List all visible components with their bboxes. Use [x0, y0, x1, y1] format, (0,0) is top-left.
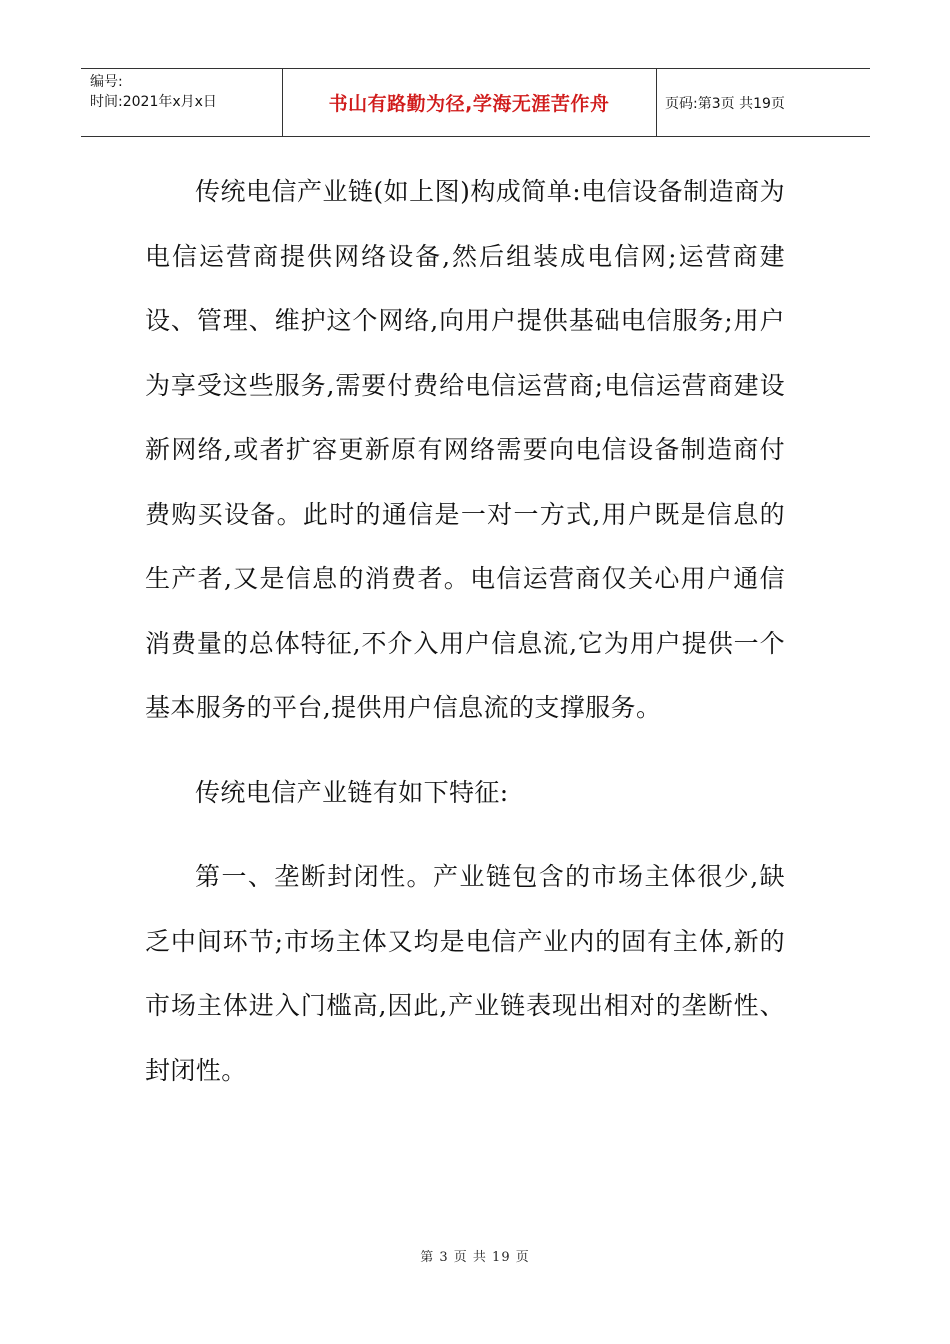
paragraph-feature-monopoly: 第一、垄断封闭性。产业链包含的市场主体很少,缺乏中间环节;市场主体又均是电信产业内的固有主体,新的市场主体进入门槛高,因此,产业链表现出相对的垄断性、封闭性。	[145, 862, 785, 1085]
page-footer: 第 3 页 共 19 页	[420, 1250, 530, 1265]
paragraph-features-intro: 传统电信产业链有如下特征:	[195, 777, 509, 807]
header-page-number: 页码:第3页 共19页	[665, 95, 785, 112]
paragraph-traditional-chain: 传统电信产业链(如上图)构成简单:电信设备制造商为电信运营商提供网络设备,然后组装成电信网;运营商建设、管理、维护这个网络,向用户提供基础电信服务;用户为享受这些服务,需要付费给电信运营商;电信运营商建设新网络,或者扩容更新原有网络需要向电信设备制造商付费购买设备。此时的通信是一对一方式,用户既是信息的生产者,又是信息的消费者。电信运营商仅关心用户通信消费量的总体特征,不介入用户信息流,它为用户提供一个基本服务的平台,提供用户信息流的支撑服务。	[145, 177, 785, 722]
document-time-label: 时间:2021年x月x日	[90, 94, 217, 110]
document-number-label: 编号:	[90, 74, 123, 90]
header-motto: 书山有路勤为径,学海无涯苦作舟	[328, 93, 610, 115]
page-header	[81, 68, 870, 137]
header-divider-right	[656, 69, 657, 136]
document-body	[145, 160, 785, 1103]
header-meta	[90, 72, 217, 112]
